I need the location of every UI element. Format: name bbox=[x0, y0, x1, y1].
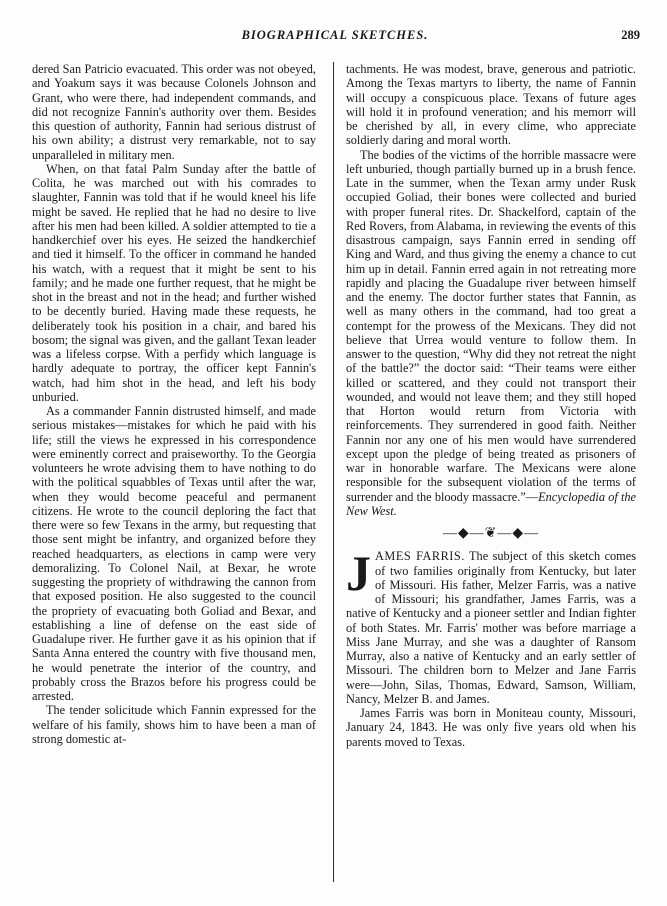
paragraph-fannin-orders: dered San Patricio evacuated. This order was not obeyed, and Yoakum says it was because Colonels Johnson and Grant, who were there, had independent commands, and did not recognize Fannin's authority over them. Besides this question of authority, Fannin had serious distrust of his own ability; a distrust very remarkable, not to say unparalleled in military men. bbox=[32, 62, 316, 162]
left-column bbox=[32, 62, 316, 746]
section-ornament: —◆—❦—◆— bbox=[442, 526, 540, 541]
paragraph-farris-family bbox=[346, 545, 636, 706]
paragraph-palm-sunday: When, on that fatal Palm Sunday after the battle of Colita, he was marched out with his comrades to slaughter, Fannin was told that if he would kneel his life might be saved. He replied that he had no desire to live after his men had been killed. A soldier attempted to tie a handkerchief over his eyes. He seized the handkerchief and tied it himself. To the officer in command he handed his watch, with a request that it might be sent to his family; and he made one further request, that he might be shot in the breast and not in the head; and further wished to be decently buried. Having made these requests, he deliberately took his position in a chair, and bared his bosom; the signal was given, and the gallant Texan leader was a lifeless corpse. With a perfidy which language is hardly adequate to portray, the officer kept Fannin's watch, had him shot in the head, and left his body unburied. bbox=[32, 161, 316, 404]
massacre-text: The bodies of the victims of the horrible massacre were left unburied, though partially burned up in a brush fence. Late in the summer, when the Texan army under Rusk occupied Goliad, their bones were collected and buried with proper funeral rites. Dr. Shackelford, captain of the Red Rovers, from Alabama, in reviewing the events of this disastrous campaign, says Fannin erred in sending off King and Ward, and thus giving the enemy a chance to cut him up in detail. Fannin erred again in not retreating more rapidly and placing the Guadalupe river between himself and the enemy. The doctor further states that Fannin, as well as many others in the command, had too great a contempt for the prowess of the Mexicans. They did not believe that Urrea would venture to follow them. In answer to the question, “Why did they not retreat the night of the battle?” the doctor said: “Their teams were either killed or scattered, and they could not transport their wounded, and would not leave them; and they still hoped that Horton would return from Victoria with reinforcements. They surrendered in good faith. Neither Fannin nor any one of his men would have surrendered except upon the pledge of being treated as prisoners of war in honorable warfare. The Mexicans were alone responsible for the subsequent violation of the terms of surrender and the bloody massacre.”— bbox=[346, 147, 636, 504]
paragraph-farris-birth: James Farris was born in Moniteau county, Missouri, January 24, 1843. He was only five years old when his parents moved to Texas. bbox=[346, 706, 636, 749]
paragraph-tender-solicitude: The tender solicitude which Fannin expressed for the welfare of his family, shows him to have been a man of strong domestic at- bbox=[32, 703, 316, 746]
column-divider bbox=[333, 62, 334, 882]
farris-name: AMES FARRIS. bbox=[375, 549, 465, 564]
running-title: BIOGRAPHICAL SKETCHES. bbox=[241, 28, 429, 42]
citation: Encyclopedia of the New West. bbox=[346, 489, 636, 518]
page-header bbox=[30, 28, 640, 46]
paragraph-continuation: tachments. He was modest, brave, generous and patriotic. Among the Texas martyrs to liberty, the name of Fannin will occupy a conspicuous place. Texans of future ages will hold it in profound veneration; and his memorr will be cherished by all, in every clime, who appreciate soldierly daring and moral worth. bbox=[346, 62, 636, 148]
page-number: 289 bbox=[621, 28, 640, 42]
farris-family-text: The subject of this sketch comes of two families originally from Kentucky, but later of Missouri. His father, Melzer Farris, was a native of Missouri; his grandfather, James Farris, was a native of Kentucky and a pioneer settler and Indian fighter of both States. Mr. Farris' mother was before marriage a Miss Jane Murray, and she was a daughter of Ransom Murray, also a native of Kentucky and an early settler of Missouri. The children born to Melzer and Jane Farris were—John, Silas, Thomas, Edward, Samson, William, Nancy, Melzer B. and James. bbox=[346, 549, 636, 706]
farris-sketch bbox=[346, 545, 636, 749]
right-column bbox=[346, 62, 636, 749]
paragraph-massacre bbox=[346, 148, 636, 519]
paragraph-commander: As a commander Fannin distrusted himself, and made serious mistakes—mistakes for which he paid with his life; still the views he expressed in his correspondence were eminently correct and praiseworthy. To the Georgia volunteers he wrote advising them to have nothing to do with the political squabbles of Texas until after the war, when they would become peaceful and permanent citizens. He wrote to the council deploring the fact that there were so few Texans in the army, but requesting that those sent might be infantry, and organized before they reached headquarters, as elections in camp were very demoralizing. To Colonel Nail, at Bexar, he wrote suggesting the propriety of withdrawing the cannon from that exposed position. He also suggested to the council the propriety of evacuating both Goliad and Bexar, and establishing a line of defense on the east side of Guadalupe river. He further gave it as his opinion that if Santa Anna entered the country with five thousand men, he would penetrate the interior of the country, and probably cross the Brazos before his progress could be arrested. bbox=[32, 404, 316, 703]
drop-cap: J bbox=[346, 545, 371, 602]
